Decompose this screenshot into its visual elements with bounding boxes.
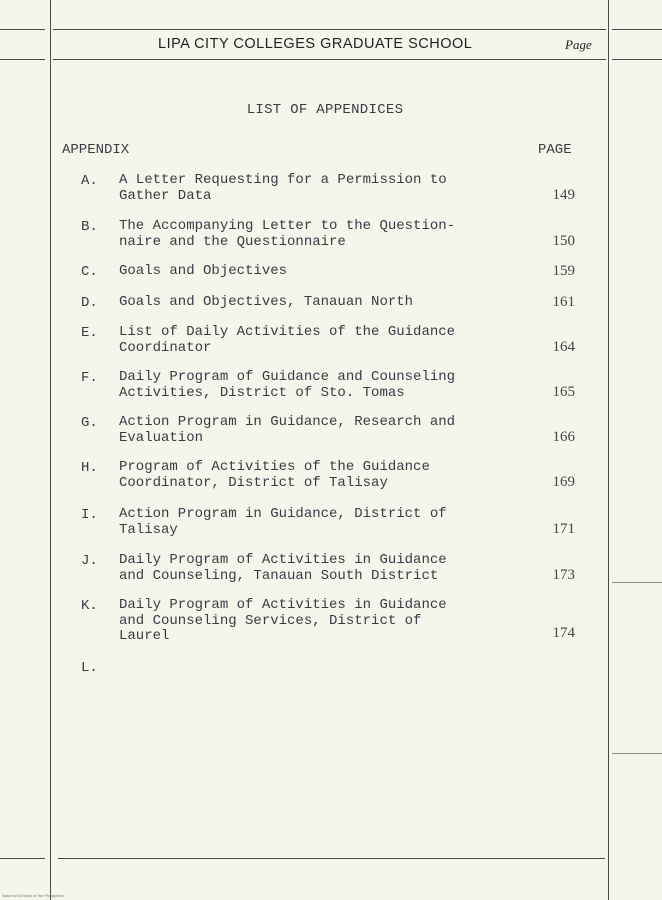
entry-title: Goals and Objectives (119, 263, 288, 279)
entry-page: 164 (552, 339, 575, 355)
entry-title: Daily Program of Activities in Guidance and Counseling Services, District of Laurel (119, 597, 447, 644)
header-top-rule (612, 29, 662, 30)
entry-letter: G. (81, 415, 98, 431)
entry-letter: A. (81, 173, 98, 189)
entry-title: Action Program in Guidance, District of Talisay (119, 506, 447, 538)
entry-title: Daily Program of Guidance and Counseling Activities, District of Sto. Tomas (119, 369, 456, 401)
entry-page: 161 (552, 294, 575, 310)
entry-letter: D. (81, 295, 98, 311)
page-title: LIST OF APPENDICES (246, 102, 404, 118)
page-label: Page (565, 37, 592, 52)
entry-page: 165 (552, 384, 575, 400)
right-edge-mark (612, 582, 662, 583)
entry-page: 149 (552, 187, 575, 203)
left-margin-rule (50, 0, 51, 900)
footer-note: National Schools of the Philippines (2, 893, 64, 898)
entry-page: 169 (552, 474, 575, 490)
entry-page: 174 (552, 625, 575, 641)
entry-title: Program of Activities of the Guidance Coordinator, District of Talisay (119, 459, 430, 491)
entry-title: Goals and Objectives, Tanauan North (119, 294, 414, 310)
header-top-rule (0, 29, 45, 30)
entry-title: The Accompanying Letter to the Question- naire and the Questionnaire (119, 218, 456, 250)
entry-letter: I. (81, 507, 98, 523)
header-bottom-rule (0, 59, 45, 60)
column-header-appendix: APPENDIX (62, 142, 130, 158)
entry-page: 171 (552, 521, 575, 537)
entry-page: 159 (552, 263, 575, 279)
header-top-rule (53, 29, 606, 30)
entry-title: Action Program in Guidance, Research and Evaluation (119, 414, 456, 446)
entry-page: 150 (552, 233, 575, 249)
entry-letter: H. (81, 460, 98, 476)
entry-letter: J. (81, 553, 98, 569)
right-edge-mark (612, 753, 662, 754)
entry-letter: C. (81, 264, 98, 280)
school-name: LIPA CITY COLLEGES GRADUATE SCHOOL (158, 36, 473, 52)
entry-page: 166 (552, 429, 575, 445)
entry-letter: E. (81, 325, 98, 341)
entry-letter: B. (81, 219, 98, 235)
header-bottom-rule (612, 59, 662, 60)
entry-letter: F. (81, 370, 98, 386)
footer-rule (0, 858, 45, 859)
footer-rule (58, 858, 605, 859)
entry-page: 173 (552, 567, 575, 583)
header-bottom-rule (53, 59, 606, 60)
entry-title: List of Daily Activities of the Guidance Coordinator (119, 324, 456, 356)
entry-letter: L. (81, 660, 98, 676)
entry-title: Daily Program of Activities in Guidance and Counseling, Tanauan South District (119, 552, 447, 584)
entry-letter: K. (81, 598, 98, 614)
right-margin-rule (608, 0, 609, 900)
entry-title: A Letter Requesting for a Permission to Gather Data (119, 172, 447, 204)
column-header-page: PAGE (538, 142, 572, 158)
